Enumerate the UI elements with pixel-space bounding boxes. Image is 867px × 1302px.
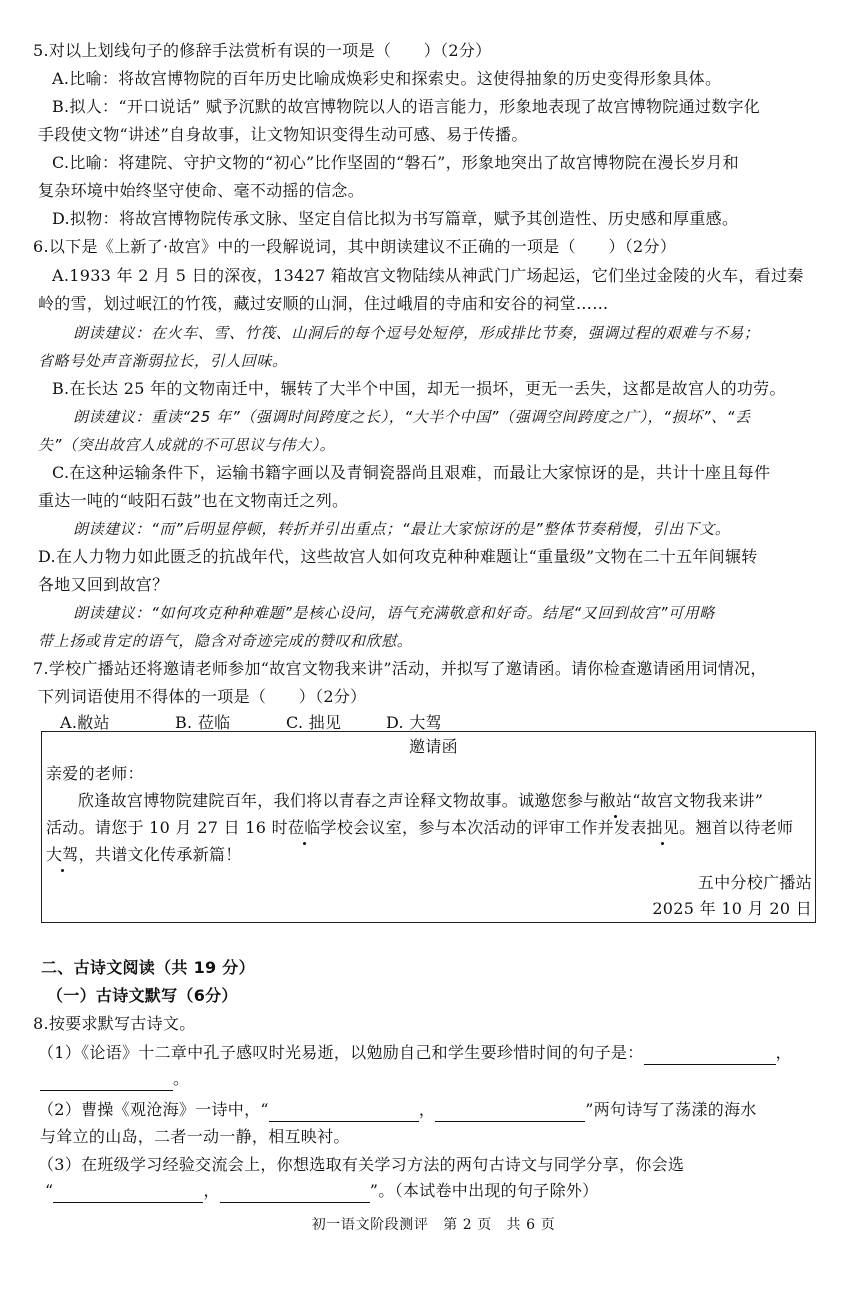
letter-paragraph-line3 (46, 843, 242, 867)
q5-option-d: D.拟物：将故宫博物院传承文脉、坚定自信比拟为书写篇章，赋予其创造性、历史感和厚重感。 (52, 209, 739, 228)
q8-2-prompt: （2）曹操《观沧海》一诗中，“ (38, 1100, 269, 1119)
q7-stem-line2: 下列词语使用不得体的一项是（ ）（2分） (38, 687, 367, 706)
underdotted-word: 拙见 (647, 816, 680, 840)
q6-stem: 6.以下是《上新了·故宫》中的一段解说词，其中朗读建议不正确的一项是（ ）（2分） (33, 237, 677, 256)
q8-stem: 8.按要求默写古诗文。 (33, 1014, 196, 1033)
underdotted-word: 敝站 (600, 789, 633, 813)
answer-blank[interactable] (435, 1103, 585, 1122)
q7-option-c: C. 拙见 (286, 713, 342, 732)
q6-d-suggestion-line1: 朗读建议：“如何攻克种种难题”是核心设问，语气充满敬意和好奇。结尾“又回到故宫”可用略 (73, 604, 715, 622)
q8-3-line1: （3）在班级学习经验交流会上，你想选取有关学习方法的两句古诗文与同学分享，你会选 (38, 1155, 685, 1174)
q7-stem-line1: 7.学校广播站还将邀请老师参加“故宫文物我来讲”活动，并拟写了邀请函。请你检查邀请函用词情况， (33, 659, 767, 678)
answer-blank[interactable] (269, 1103, 419, 1122)
underdotted-word: 大驾 (46, 843, 79, 867)
q6-d-suggestion-line2: 带上扬或肯定的语气，隐含对奇迹完成的赞叹和欣慰。 (38, 632, 413, 650)
q7-option-d: D. 大驾 (386, 713, 442, 732)
q6-option-c-line1: C.在这种运输条件下，运输书籍字画以及青铜瓷器尚且艰难，而最让大家惊讶的是，共计十座且每件 (52, 463, 771, 482)
letter-text: 。翘首以待老师 (679, 818, 794, 837)
letter-text: 欣逢故宫博物院建院百年，我们将以青春之声诠释文物故事。诚邀您参与 (78, 791, 600, 810)
letter-text: ，共谱文化传承新篇！ (78, 845, 242, 864)
q5-option-b-line1: B.拟人：“开口说话” 赋予沉默的故宫博物院以人的语言能力，形象地表现了故宫博物院通过数字化 (52, 97, 761, 116)
answer-blank[interactable] (220, 1184, 370, 1203)
q5-option-b-line2: 手段使文物“讲述”自身故事，让文物知识变得生动可感、易于传播。 (38, 125, 528, 144)
q6-option-a-line2: 岭的雪，划过岷江的竹筏，藏过安顺的山洞，住过峨眉的寺庙和安谷的祠堂…… (38, 294, 609, 313)
q6-option-d-line1: D.在人力物力如此匮乏的抗战年代，这些故宫人如何攻克种种难题让“重量级”文物在二十五年间辗转 (38, 547, 758, 566)
underdotted-word: 莅临 (288, 816, 321, 840)
q8-3-suffix: ”。（本试卷中出现的句子除外） (369, 1181, 599, 1200)
answer-blank[interactable] (644, 1046, 776, 1065)
q7-option-a: A.敝站 (60, 713, 110, 732)
q6-c-suggestion: 朗读建议：“而”后明显停顿，转折并引出重点；“最让大家惊讶的是”整体节奏稍慢，引出下文。 (73, 520, 731, 538)
q6-a-suggestion-line1: 朗读建议：在火车、雪、竹筏、山洞后的每个逗号处短停，形成排比节奏，强调过程的艰难与不易； (73, 324, 760, 342)
q6-option-d-line2: 各地又回到故宫？ (38, 575, 169, 594)
letter-sender: 五中分校广播站 (697, 873, 812, 892)
letter-date: 2025 年 10 月 20 日 (652, 899, 812, 918)
punctuation: “ (45, 1181, 54, 1200)
punctuation: 。 (173, 1069, 190, 1088)
answer-blank[interactable] (53, 1184, 203, 1203)
q6-a-suggestion-line2: 省略号处声音渐弱拉长，引人回味。 (38, 352, 288, 370)
q6-option-b-line1: B.在长达 25 年的文物南迁中，辗转了大半个中国，却无一损坏，更无一丢失，这都是故宫人的功劳。 (52, 379, 786, 398)
q6-b-suggestion-line2: 失”（突出故宫人成就的不可思议与伟大）。 (38, 436, 336, 454)
punctuation: ， (203, 1181, 220, 1200)
q8-2-line1 (38, 1098, 757, 1122)
q8-2-suffix: ”两句诗写了荡漾的海水 (585, 1100, 757, 1119)
q5-option-c-line1: C.比喻：将建院、守护文物的“初心”比作坚固的“磐石”，形象地突出了故宫博物院在漫长岁月和 (52, 153, 739, 172)
letter-text: 学校会议室，参与本次活动的评审工作并发表 (320, 818, 647, 837)
q5-option-c-line2: 复杂环境中始终坚守使命、毫不动摇的信念。 (38, 181, 365, 200)
letter-paragraph-line1 (78, 789, 763, 813)
q6-option-c-line2: 重达一吨的“岐阳石鼓”也在文物南迁之列。 (38, 491, 349, 510)
subsection-title: （一）古诗文默写（6分） (47, 986, 238, 1005)
q8-1-line1 (38, 1041, 792, 1065)
letter-text: 活动。请您于 10 月 27 日 16 时 (46, 818, 288, 837)
q7-option-b: B. 莅临 (175, 713, 231, 732)
q8-1-line2 (40, 1067, 189, 1091)
q6-option-a-line1: A.1933 年 2 月 5 日的深夜，13427 箱故宫文物陆续从神武门广场起运，它们坐过金陵的火车，看过秦 (52, 266, 804, 285)
letter-salutation: 亲爱的老师： (46, 764, 144, 783)
letter-paragraph-line2 (46, 816, 793, 840)
q6-b-suggestion-line1: 朗读建议：重读“25 年”（强调时间跨度之长），“大半个中国”（强调空间跨度之广），“损坏”、“丢 (73, 408, 751, 426)
q5-option-a: A.比喻：将故宫博物院的百年历史比喻成焕彩史和探索史。这使得抽象的历史变得形象具体。 (52, 69, 722, 88)
q8-2-line2: 与耸立的山岛，二者一动一静，相互映衬。 (40, 1127, 350, 1146)
section-title: 二、古诗文阅读（共 19 分） (41, 958, 255, 977)
punctuation: ， (418, 1100, 436, 1119)
letter-title: 邀请函 (409, 737, 458, 756)
punctuation: ， (775, 1043, 792, 1062)
q5-stem: 5.对以上划线句子的修辞手法赏析有误的一项是（ ）（2分） (33, 41, 492, 60)
answer-blank[interactable] (40, 1072, 173, 1091)
q8-3-line2 (45, 1179, 598, 1203)
page-footer: 初一语文阶段测评 第 2 页 共 6 页 (311, 1217, 556, 1233)
q8-1-prompt: （1）《论语》十二章中孔子感叹时光易逝，以勉励自己和学生要珍惜时间的句子是： (38, 1043, 644, 1062)
letter-text: “故宫文物我来讲” (632, 791, 764, 810)
